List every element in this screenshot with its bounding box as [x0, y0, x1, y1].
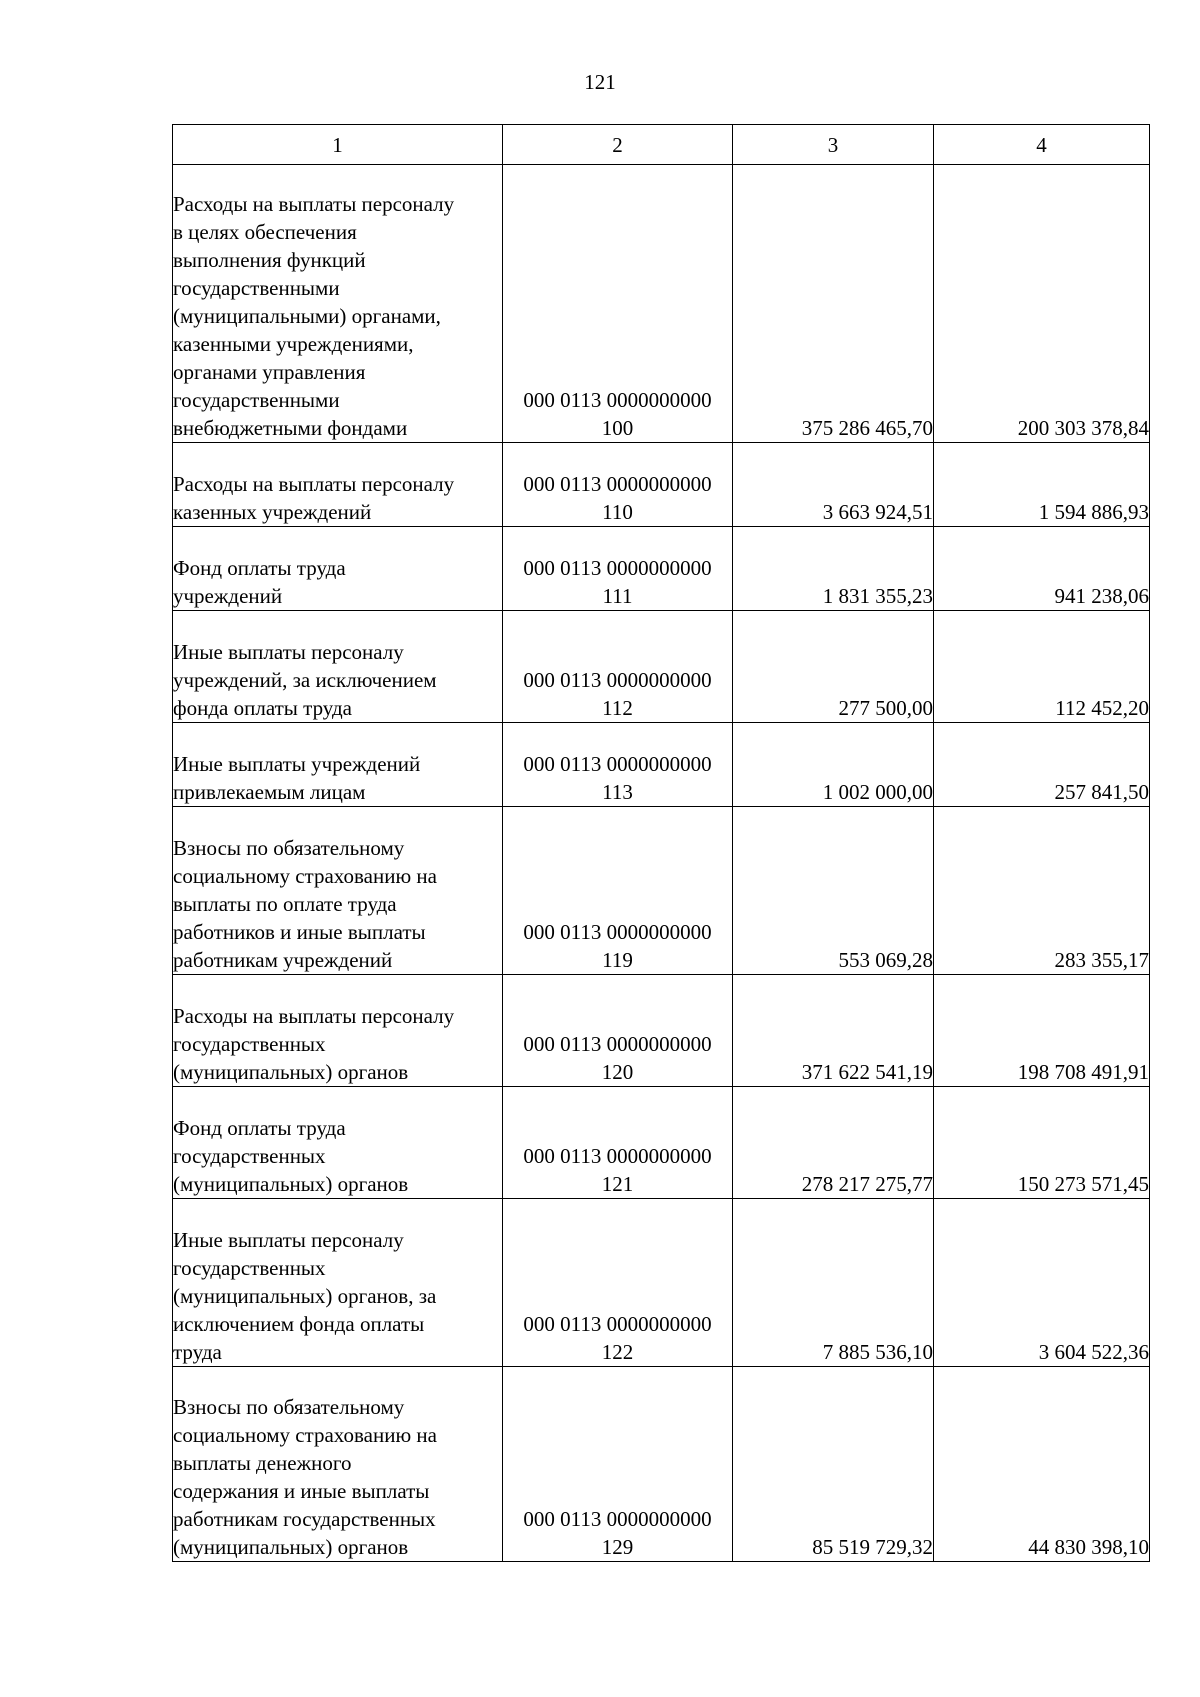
table-row — [173, 807, 1150, 975]
row-name: Расходы на выплаты персоналу казенных учреждений — [173, 443, 503, 527]
column-header-3: 3 — [733, 125, 934, 165]
row-value-col3: 85 519 729,32 — [733, 1367, 934, 1562]
row-value-col4: 941 238,06 — [934, 527, 1150, 611]
table-row — [173, 1087, 1150, 1199]
table-row — [173, 165, 1150, 443]
table-row — [173, 443, 1150, 527]
row-code: 000 0113 0000000000 112 — [503, 611, 733, 723]
row-value-col4: 3 604 522,36 — [934, 1199, 1150, 1367]
budget-table — [172, 124, 1150, 1562]
row-value-col4: 200 303 378,84 — [934, 165, 1150, 443]
row-name: Расходы на выплаты персоналу в целях обеспечения выполнения функций государственными (муниципальными) органами, казенными учреждениями, органами управления государственными внебюджетными фондами — [173, 165, 503, 443]
row-name: Фонд оплаты труда государственных (муниципальных) органов — [173, 1087, 503, 1199]
row-value-col4: 198 708 491,91 — [934, 975, 1150, 1087]
row-name: Иные выплаты персоналу учреждений, за исключением фонда оплаты труда — [173, 611, 503, 723]
row-value-col3: 371 622 541,19 — [733, 975, 934, 1087]
row-value-col4: 112 452,20 — [934, 611, 1150, 723]
row-value-col3: 553 069,28 — [733, 807, 934, 975]
row-value-col3: 1 002 000,00 — [733, 723, 934, 807]
row-code: 000 0113 0000000000 100 — [503, 165, 733, 443]
page-number: 121 — [584, 70, 616, 94]
column-header-4: 4 — [934, 125, 1150, 165]
row-name: Взносы по обязательному социальному страхованию на выплаты по оплате труда работников и иные выплаты работникам учреждений — [173, 807, 503, 975]
row-name: Взносы по обязательному социальному страхованию на выплаты денежного содержания и иные выплаты работникам государственных (муниципальных) органов — [173, 1367, 503, 1562]
row-value-col4: 283 355,17 — [934, 807, 1150, 975]
row-value-col3: 3 663 924,51 — [733, 443, 934, 527]
row-value-col4: 44 830 398,10 — [934, 1367, 1150, 1562]
row-code: 000 0113 0000000000 129 — [503, 1367, 733, 1562]
row-name: Иные выплаты учреждений привлекаемым лицам — [173, 723, 503, 807]
row-value-col3: 7 885 536,10 — [733, 1199, 934, 1367]
row-value-col4: 150 273 571,45 — [934, 1087, 1150, 1199]
row-name: Иные выплаты персоналу государственных (муниципальных) органов, за исключением фонда оплаты труда — [173, 1199, 503, 1367]
table-row — [173, 975, 1150, 1087]
row-value-col3: 278 217 275,77 — [733, 1087, 934, 1199]
row-value-col3: 277 500,00 — [733, 611, 934, 723]
row-code: 000 0113 0000000000 122 — [503, 1199, 733, 1367]
row-value-col4: 257 841,50 — [934, 723, 1150, 807]
row-name: Расходы на выплаты персоналу государственных (муниципальных) органов — [173, 975, 503, 1087]
column-header-2: 2 — [503, 125, 733, 165]
row-code: 000 0113 0000000000 111 — [503, 527, 733, 611]
row-name: Фонд оплаты труда учреждений — [173, 527, 503, 611]
row-value-col3: 1 831 355,23 — [733, 527, 934, 611]
row-code: 000 0113 0000000000 119 — [503, 807, 733, 975]
column-header-1: 1 — [173, 125, 503, 165]
table-row — [173, 527, 1150, 611]
table-row — [173, 611, 1150, 723]
table-row — [173, 723, 1150, 807]
row-code: 000 0113 0000000000 120 — [503, 975, 733, 1087]
row-code: 000 0113 0000000000 110 — [503, 443, 733, 527]
table-header-row — [173, 125, 1150, 165]
table-row — [173, 1199, 1150, 1367]
row-code: 000 0113 0000000000 121 — [503, 1087, 733, 1199]
row-value-col4: 1 594 886,93 — [934, 443, 1150, 527]
row-value-col3: 375 286 465,70 — [733, 165, 934, 443]
table-row — [173, 1367, 1150, 1562]
row-code: 000 0113 0000000000 113 — [503, 723, 733, 807]
